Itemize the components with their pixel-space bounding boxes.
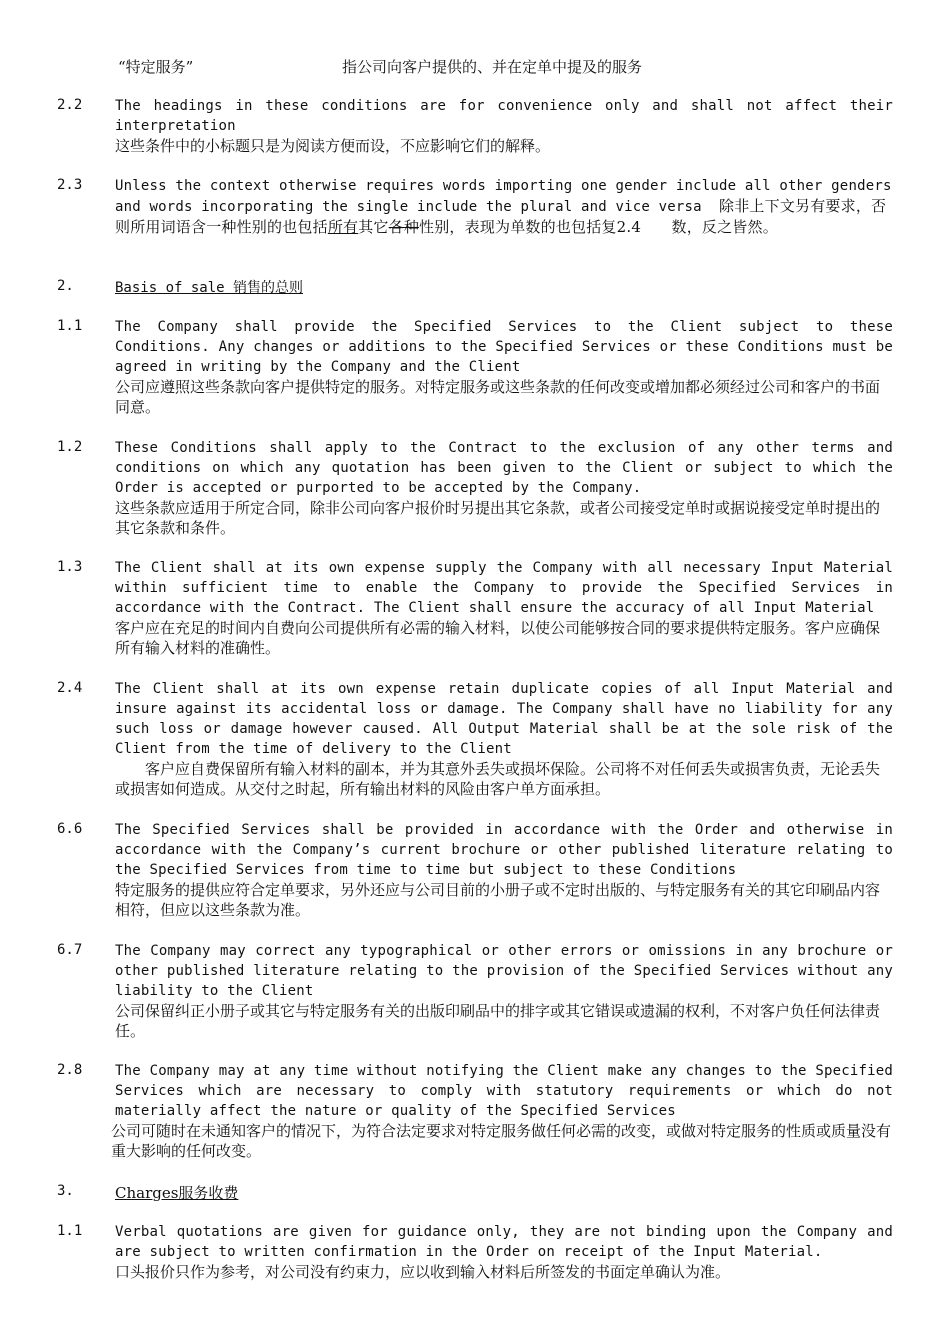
clause-chinese: 公司应遵照这些条款向客户提供特定的服务。对特定服务或这些条款的任何改变或增加都必须经过公司和客户的书面同意。 (115, 378, 881, 416)
clause-english: The Client shall at its own expense retain duplicate copies of all Input Material and insure against its accidental loss or damage. The Company shall have no liability for any such loss or damage however caused. All Output Material shall be at the sole risk of the Client from the time of delivery to the Client (115, 681, 893, 757)
clause-chinese: 这些条件中的小标题只是为阅读方便而设，不应影响它们的解释。 (115, 137, 551, 155)
clause-6-7 (115, 941, 893, 1041)
clause-english: The Company may correct any typographical or other errors or omissions in any brochure or other published literature relating to the provision of the Specified Services without any liability to the Client (115, 943, 893, 999)
clause-english: These Conditions shall apply to the Contract to the exclusion of any other terms and conditions on which any quotation has been given to the Client or subject to which the Order is accepted or purported to be accepted by the Company. (115, 440, 893, 496)
clause-english: Verbal quotations are given for guidance only, they are not binding upon the Company and are subject to written confirmation in the Order on receipt of the Input Material. (115, 1224, 893, 1260)
clause-number: 6.7 (57, 942, 83, 958)
underlined-text: 所有 (327, 218, 359, 236)
clause-english: The Company may at any time without notifying the Client make any changes to the Specified Services which are necessary to comply with statutory requirements or which do not materially affect the nature or quality of the Specified Services (115, 1063, 893, 1119)
section-title: Charges服务收费 (115, 1184, 239, 1202)
clause-number: 1.2 (57, 439, 83, 455)
clause-chinese: 公司保留纠正小册子或其它与特定服务有关的出版印刷品中的排字或其它错误或遗漏的权利，不对客户负任何法律责任。 (115, 1002, 881, 1040)
clause-english-mixed (115, 178, 892, 236)
clause-chinese: 除非上下文另有要求，否则所用词语含一种性别的也包括 (115, 197, 887, 236)
clause-english: The Client shall at its own expense supply the Company with all necessary Input Material within sufficient time to enable the Company to provide the Specified Services in accordance with the Contract. The Client shall ensure the accuracy of all Input Material (115, 560, 893, 616)
clause-2-8 (111, 1061, 893, 1161)
section-number: 3. (57, 1183, 74, 1199)
clause-number: 1.1 (57, 1223, 83, 1239)
clause-chinese: 其它 (358, 218, 389, 236)
clause-number: 2.3 (57, 177, 83, 193)
clause-number: 2.2 (57, 97, 83, 113)
definition-meaning: 指公司向客户提供的、并在定单中提及的服务 (342, 58, 643, 76)
clause-2-3 (115, 176, 893, 238)
clause-english: The Company shall provide the Specified Services to the Client subject to these Conditions. Any changes or additions to the Specified Services or these Conditions must be agreed in writing by the Company and the Client (115, 319, 893, 375)
section-number: 2. (57, 278, 74, 294)
clause-chinese: 公司可随时在未通知客户的情况下，为符合法定要求对特定服务做任何必需的改变，或做对特定服务的性质或质量没有重大影响的任何改变。 (111, 1122, 892, 1160)
clause-1-3 (115, 558, 893, 658)
clause-chinese: 客户应自费保留所有输入材料的副本，并为其意外丢失或损坏保险。公司将不对任何丢失或损害负责，无论丢失或损害如何造成。从交付之时起，所有输出材料的风险由客户单方面承担。 (115, 760, 881, 798)
clause-english: Unless the context otherwise requires words importing one gender include all other genders and words incorporating the single include the plural and vice versa (115, 178, 892, 215)
clause-number: 1.3 (57, 559, 83, 575)
clause-number: 2.4 (57, 680, 83, 696)
clause-chinese: 这些条款应适用于所定合同，除非公司向客户报价时另提出其它条款，或者公司接受定单时或据说接受定单时提出的其它条款和条件。 (115, 499, 881, 537)
clause-1-1 (115, 317, 893, 417)
clause-2-4 (115, 679, 893, 799)
clause-6-6 (115, 820, 893, 920)
clause-number: 1.1 (57, 318, 83, 334)
clause-english: The Specified Services shall be provided in accordance with the Order and otherwise in accordance with the Company’s current brochure or other published literature relating to the Specified Services from time to time but subject to these Conditions (115, 822, 893, 878)
clause-chinese: 客户应在充足的时间内自费向公司提供所有必需的输入材料，以使公司能够按合同的要求提供特定服务。客户应确保所有输入材料的准确性。 (115, 619, 881, 657)
clause-number: 6.6 (57, 821, 83, 837)
clause-chinese: 特定服务的提供应符合定单要求，另外还应与公司目前的小册子或不定时出版的、与特定服务有关的其它印刷品内容相符，但应以这些条款为准。 (115, 881, 881, 919)
clause-chinese: 口头报价只作为参考，对公司没有约束力，应以收到输入材料后所签发的书面定单确认为准。 (115, 1263, 731, 1281)
section-title: Basis of sale 销售的总则 (115, 280, 304, 296)
definition-term: “特定服务” (118, 58, 194, 76)
clause-1-2 (115, 438, 893, 538)
clause-charges-1-1 (115, 1222, 893, 1282)
clause-number: 2.8 (57, 1062, 83, 1078)
struck-text: 各种 (388, 218, 420, 236)
clause-chinese: 性别，表现为单数的也包括复2.4 数，反之皆然。 (419, 218, 778, 236)
clause-english: The headings in these conditions are for convenience only and shall not affect their interpretation (115, 98, 893, 134)
clause-2-2 (115, 96, 893, 156)
